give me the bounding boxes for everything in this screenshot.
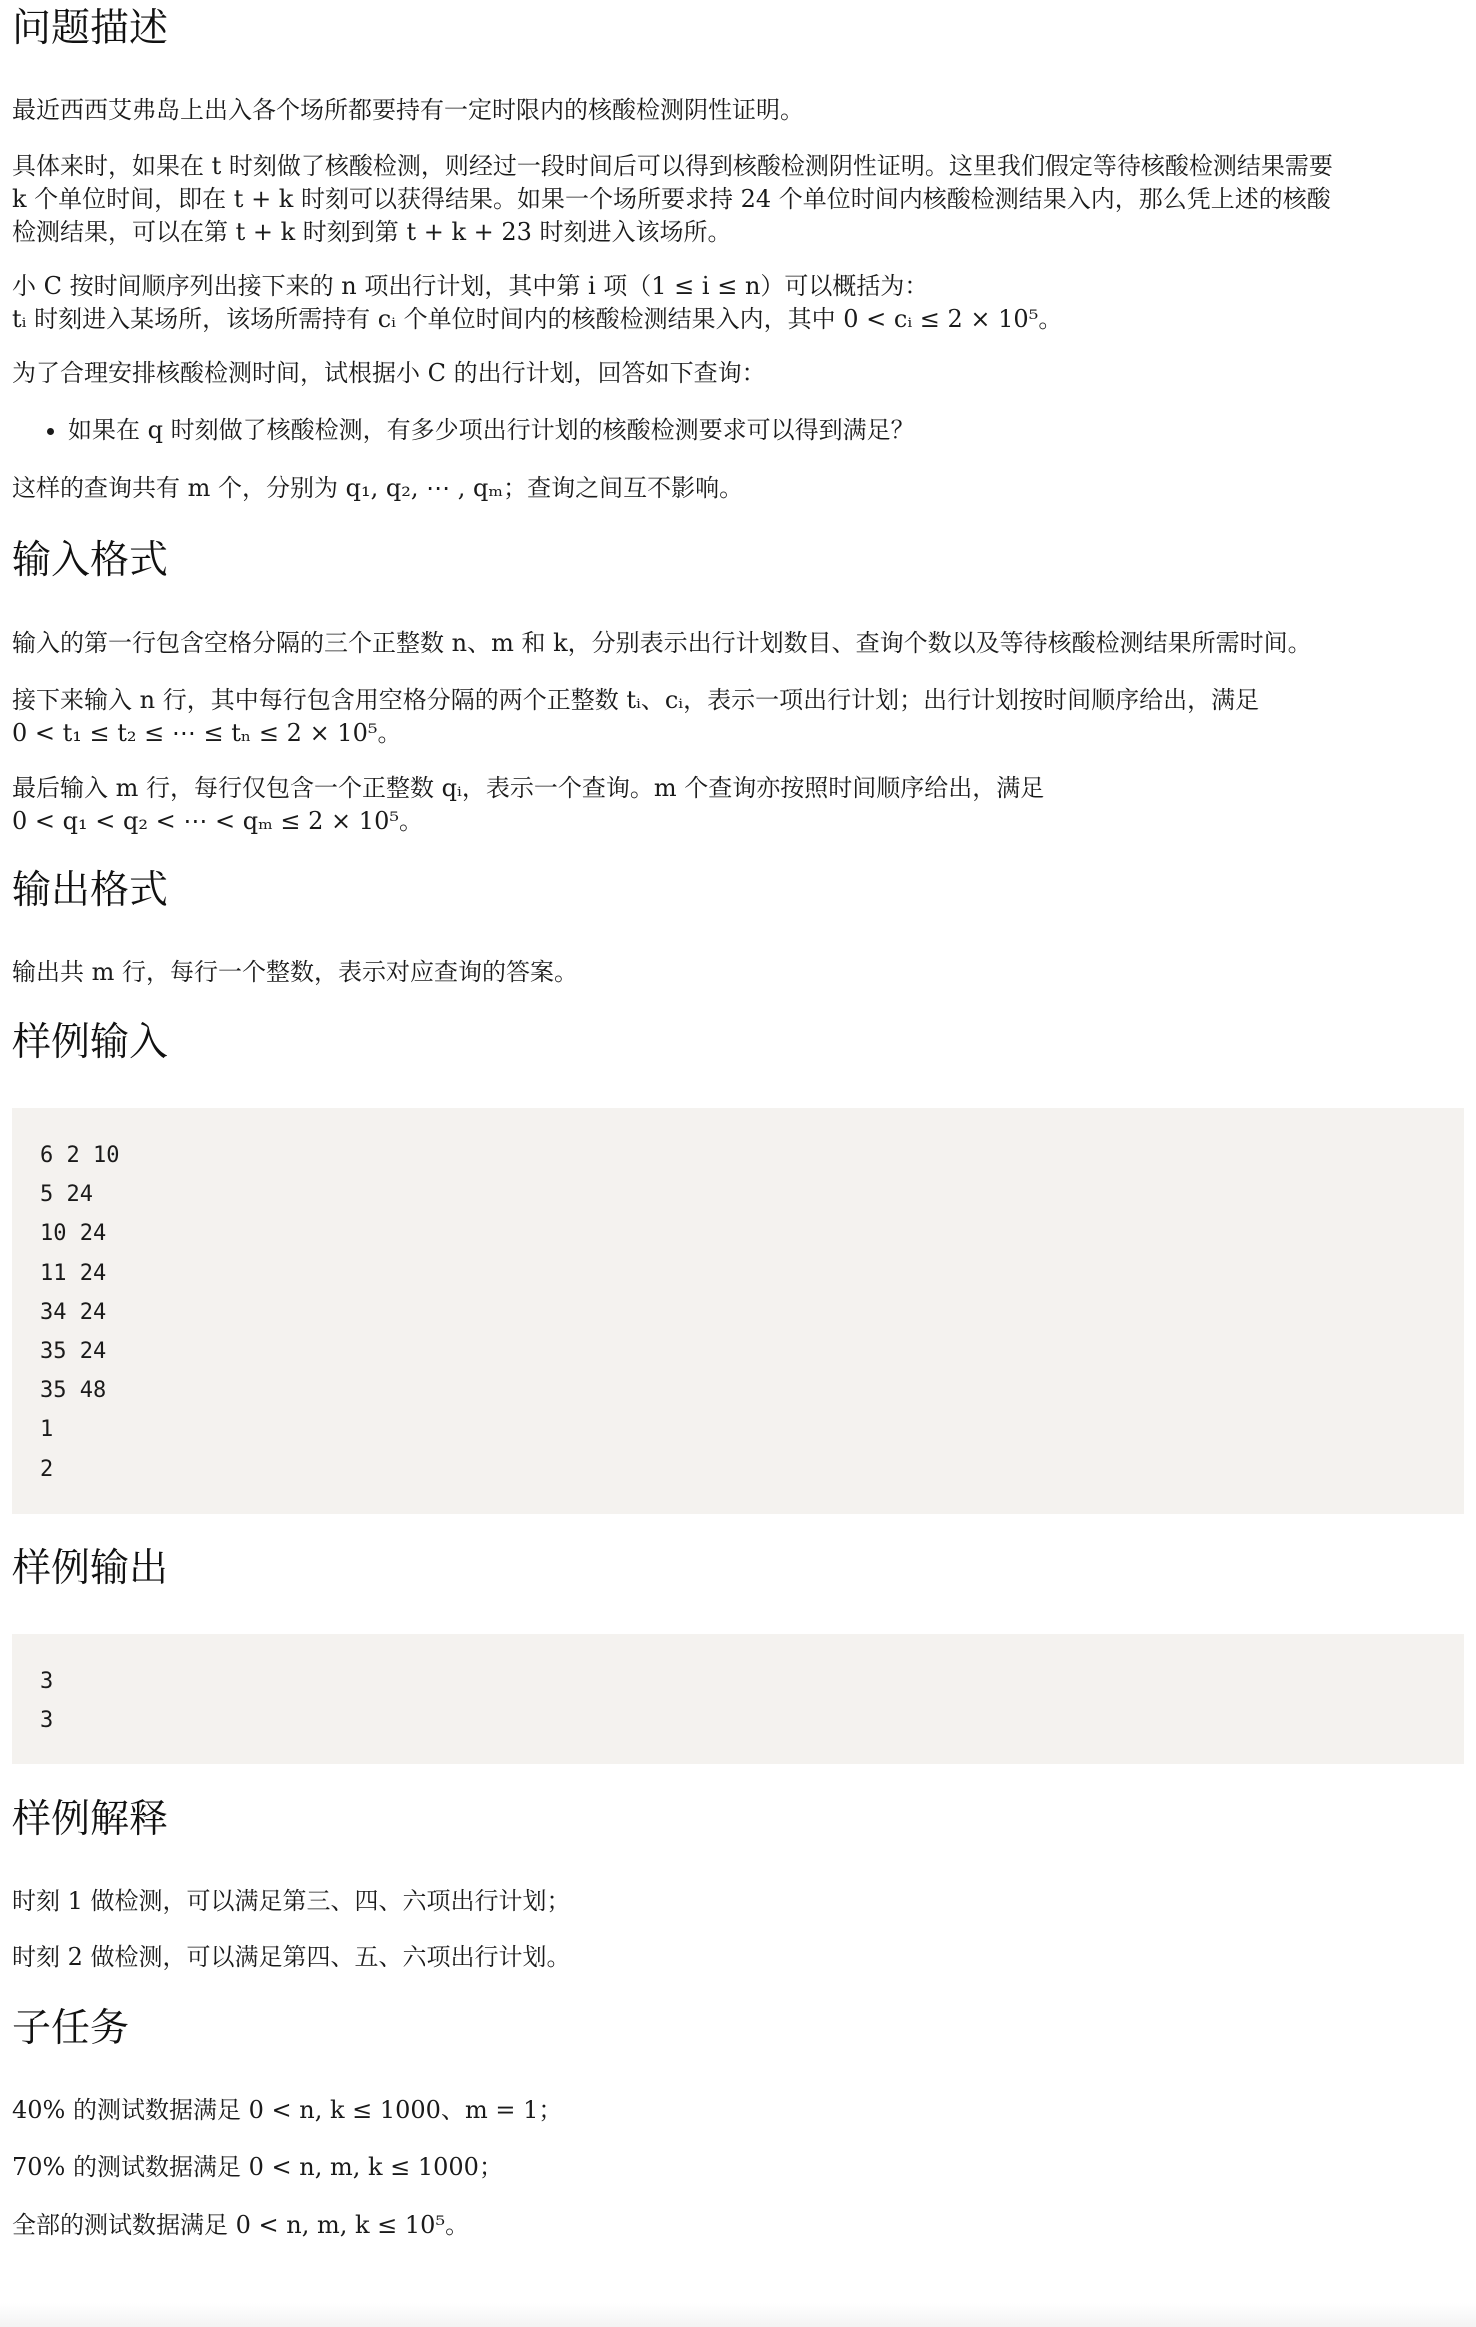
code-line: 3 <box>40 1669 54 1694</box>
subtask-2: 70% 的测试数据满足 0 < n, m, k ≤ 1000； <box>12 2153 503 2181</box>
subtask-3: 全部的测试数据满足 0 < n, m, k ≤ 10⁵。 <box>12 2211 470 2239</box>
problem-p2-line2: k 个单位时间，即在 t + k 时刻可以获得结果。如果一个场所要求持 24 个单位时间内核酸检测结果入内，那么凭上述的核酸 <box>12 185 1331 213</box>
sample-output-code <box>12 1634 1464 1764</box>
input-format-p2-line1: 接下来输入 n 行，其中每行包含用空格分隔的两个正整数 tᵢ、cᵢ，表示一项出行计划；出行计划按时间顺序给出，满足 <box>12 686 1260 714</box>
subtask-1: 40% 的测试数据满足 0 < n, k ≤ 1000、m = 1； <box>12 2096 563 2124</box>
explanation-paragraph-2: 时刻 2 做检测，可以满足第四、五、六项出行计划。 <box>12 1943 571 1971</box>
output-format-heading: 输出格式 <box>12 868 169 913</box>
problem-paragraph-3 <box>12 270 1464 336</box>
sample-output-heading: 样例输出 <box>12 1546 169 1591</box>
code-line: 6 2 10 <box>40 1143 120 1168</box>
explanation-paragraph-1: 时刻 1 做检测，可以满足第三、四、六项出行计划； <box>12 1887 571 1915</box>
input-format-paragraph-3 <box>12 772 1464 838</box>
code-line: 35 24 <box>40 1339 107 1365</box>
code-line: 11 24 <box>40 1260 107 1286</box>
code-line: 3 <box>40 1708 54 1734</box>
problem-heading: 问题描述 <box>12 6 169 51</box>
problem-p2-line1: 具体来时，如果在 t 时刻做了核酸检测，则经过一段时间后可以得到核酸检测阴性证明。这里我们假定等待核酸检测结果需要 <box>12 152 1333 180</box>
input-format-p2-line2: 0 < t₁ ≤ t₂ ≤ ⋯ ≤ tₙ ≤ 2 × 10⁵。 <box>12 719 402 747</box>
query-list-item: • 如果在 q 时刻做了核酸检测，有多少项出行计划的核酸检测要求可以得到满足？ <box>68 414 1464 447</box>
problem-paragraph-5: 这样的查询共有 m 个，分别为 q₁, q₂, ⋯ , qₘ；查询之间互不影响。 <box>12 474 744 502</box>
input-format-heading: 输入格式 <box>12 538 169 583</box>
code-line: 10 24 <box>40 1221 107 1247</box>
code-line: 2 <box>40 1456 54 1482</box>
input-format-p3-line1: 最后输入 m 行，每行仅包含一个正整数 qᵢ，表示一个查询。m 个查询亦按照时间顺序给出，满足 <box>12 774 1045 802</box>
problem-paragraph-2 <box>12 150 1464 249</box>
input-format-paragraph-1: 输入的第一行包含空格分隔的三个正整数 n、m 和 k，分别表示出行计划数目、查询个数以及等待核酸检测结果所需时间。 <box>12 629 1312 657</box>
code-line: 1 <box>40 1417 54 1443</box>
problem-paragraph-4: 为了合理安排核酸检测时间，试根据小 C 的出行计划，回答如下查询： <box>12 359 766 387</box>
query-list <box>12 414 1464 447</box>
sample-input-heading: 样例输入 <box>12 1020 169 1065</box>
problem-paragraph-1: 最近西西艾弗岛上出入各个场所都要持有一定时限内的核酸检测阴性证明。 <box>12 96 804 124</box>
output-format-paragraph: 输出共 m 行，每行一个整数，表示对应查询的答案。 <box>12 958 579 986</box>
input-format-paragraph-2 <box>12 684 1464 750</box>
explanation-heading: 样例解释 <box>12 1797 169 1842</box>
problem-p3-line1: 小 C 按时间顺序列出接下来的 n 项出行计划，其中第 i 项（1 ≤ i ≤ n）可以概括为： <box>12 272 929 300</box>
code-line: 5 24 <box>40 1182 93 1208</box>
code-line: 34 24 <box>40 1299 107 1325</box>
code-line: 35 48 <box>40 1378 107 1404</box>
subtasks-heading: 子任务 <box>12 2006 130 2051</box>
problem-p3-line2: tᵢ 时刻进入某场所，该场所需持有 cᵢ 个单位时间内的核酸检测结果入内，其中 0 < cᵢ ≤ 2 × 10⁵。 <box>12 305 1063 333</box>
problem-p2-line3: 检测结果，可以在第 t + k 时刻到第 t + k + 23 时刻进入该场所。 <box>12 218 732 246</box>
input-format-p3-line2: 0 < q₁ < q₂ < ⋯ < qₘ ≤ 2 × 10⁵。 <box>12 807 423 835</box>
page-bottom-edge <box>0 2303 1476 2327</box>
sample-input-code <box>12 1108 1464 1514</box>
